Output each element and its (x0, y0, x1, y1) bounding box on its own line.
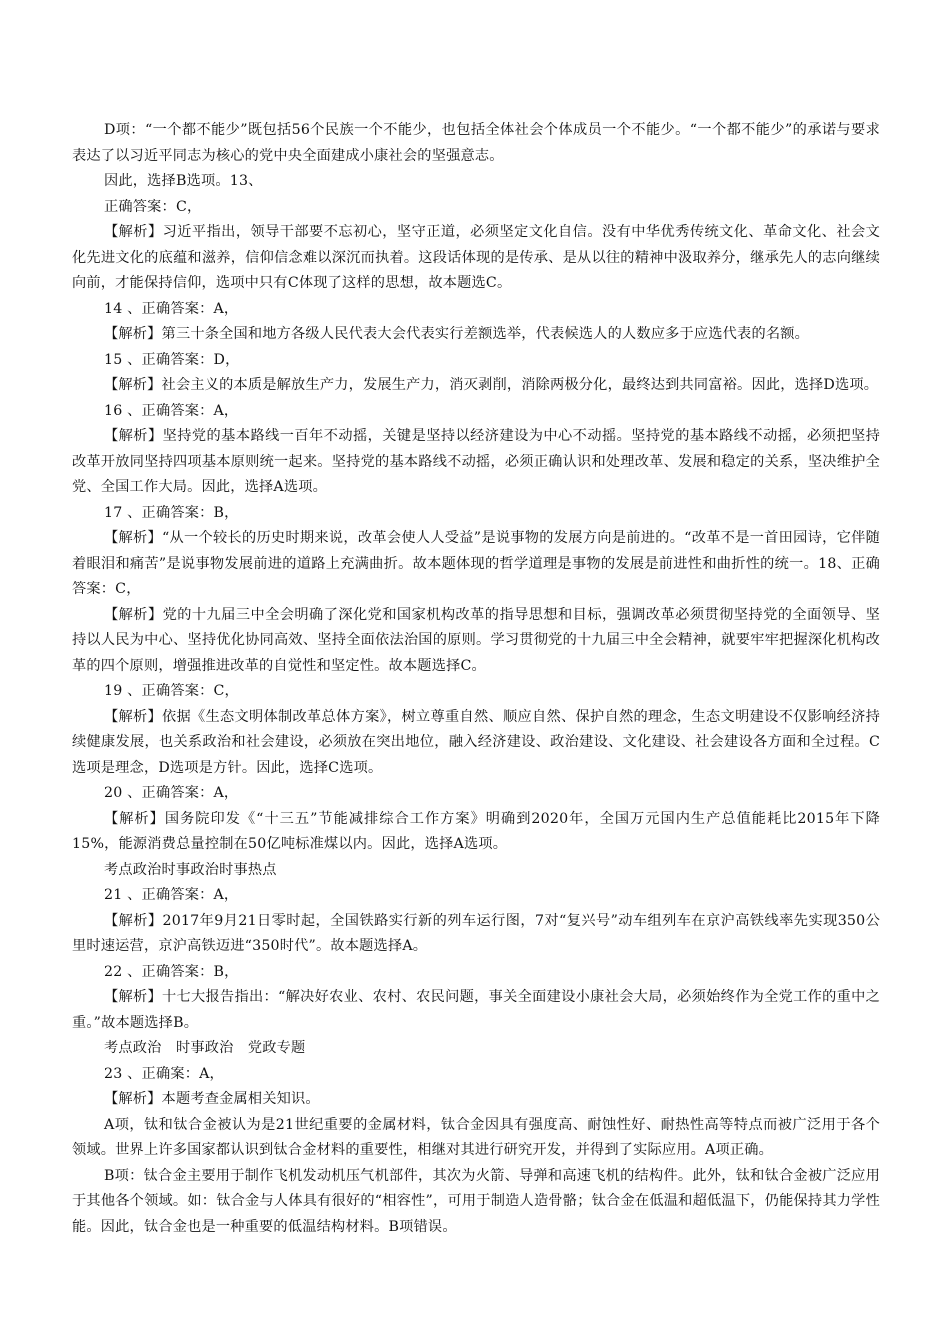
analysis-23-intro: 【解析】本题考查金属相关知识。 (104, 1091, 320, 1107)
answer-21: 21 、正确答案：A， (104, 887, 239, 903)
analysis-17: 【解析】“从一个较长的历史时期来说，改革会使人人受益”是说事物的发展方向是前进的。“改革不是一首田园诗，它伴随着眼泪和痛苦”是说事物发展前进的道路上充满曲折。故本题体现的哲学道理是事物的发展是前进性和曲折性的统一。18、正确答案：C， (72, 530, 880, 597)
answer-20: 20 、正确答案：A， (104, 785, 239, 801)
answer-19: 19 、正确答案：C， (104, 683, 239, 699)
section-heading-party-topics: 考点政治 时事政治 党政专题 (104, 1040, 306, 1056)
answer-15: 15 、正确答案：D， (104, 351, 240, 368)
answer-13: 正确答案：C， (104, 198, 202, 215)
section-heading-current-affairs: 考点政治时事政治时事热点 (104, 861, 277, 878)
analysis-23-option-b: B项：钛合金主要用于制作飞机发动机压气机部件，其次为火箭、导弹和高速飞机的结构件。此外，钛和钛合金被广泛应用于其他各个领域。如：钛合金与人体具有很好的“相容性”，可用于制造人造骨骼；钛合金在低温和超低温下，仍能保持其力学性能。因此，钛合金也是一种重要的低温结构材料。B项错误。 (72, 1167, 880, 1235)
analysis-13: 【解析】习近平指出，领导干部要不忘初心，坚守正道，必须坚定文化自信。没有中华优秀传统文化、革命文化、社会文化先进文化的底蕴和滋养，信仰信念难以深沉而执着。这段话体现的是传承、是从以往的精神中汲取养分，继承先人的志向继续向前，才能保持信仰，选项中只有C体现了这样的思想，故本题选C。 (72, 224, 880, 291)
analysis-18: 【解析】党的十九届三中全会明确了深化党和国家机构改革的指导思想和目标，强调改革必须贯彻坚持党的全面领导、坚持以人民为中心、坚持优化协同高效、坚持全面依法治国的原则。学习贯彻党的十九届三中全会精神，就要牢牢把握深化机构改革的四个原则，增强推进改革的自觉性和坚定性。故本题选择C。 (72, 606, 880, 674)
answer-16: 16 、正确答案：A， (104, 402, 239, 419)
analysis-22: 【解析】十七大报告指出：“解决好农业、农村、农民问题，事关全面建设小康社会大局，必须始终作为全党工作的重中之重。”故本题选择B。 (72, 989, 880, 1031)
analysis-23-option-a: A项，钛和钛合金被认为是21世纪重要的金属材料，钛合金因具有强度高、耐蚀性好、耐热性高等特点而被广泛用于各个领域。世界上许多国家都认识到钛合金材料的重要性，相继对其进行研究开发，并得到了实际应用。A项正确。 (72, 1116, 880, 1158)
answer-14: 14 、正确答案：A， (104, 300, 239, 317)
analysis-14: 【解析】第三十条全国和地方各级人民代表大会代表实行差额选举，代表候选人的人数应多于应选代表的名额。 (104, 326, 809, 342)
document-body (72, 118, 880, 1240)
paragraph-conclusion-13: 因此，选择B选项。13、 (104, 173, 263, 189)
answer-23: 23 、正确案：A， (104, 1065, 224, 1082)
analysis-16: 【解析】坚持党的基本路线一百年不动摇，关键是坚持以经济建设为中心不动摇。坚持党的基本路线不动摇，必须把坚持改革开放同坚持四项基本原则统一起来。坚持党的基本路线不动摇，必须正确认识和处理改革、发展和稳定的关系，坚决维护全党、全国工作大局。因此，选择A选项。 (72, 428, 880, 495)
analysis-20: 【解析】国务院印发《“十三五”节能减排综合工作方案》明确到2020年，全国万元国内生产总值能耗比2015年下降15%，能源消费总量控制在50亿吨标准煤以内。因此，选择A选项。 (72, 810, 880, 852)
analysis-21: 【解析】2017年9月21日零时起，全国铁路实行新的列车运行图，7对“复兴号”动车组列车在京沪高铁线率先实现350公里时速运营，京沪高铁迈进“350时代”。故本题选择A。 (72, 912, 880, 954)
answer-17: 17 、正确答案：B， (104, 504, 239, 521)
analysis-19: 【解析】依据《生态文明体制改革总体方案》，树立尊重自然、顺应自然、保护自然的理念，生态文明建设不仅影响经济持续健康发展，也关系政治和社会建设，必须放在突出地位，融入经济建设、政治建设、文化建设、社会建设各方面和全过程。C选项是理念，D选项是方针。因此，选择C选项。 (72, 708, 880, 776)
analysis-15: 【解析】社会主义的本质是解放生产力，发展生产力，消灭剥削，消除两极分化，最终达到共同富裕。因此，选择D选项。 (104, 377, 879, 393)
answer-22: 22 、正确答案：B， (104, 963, 239, 980)
paragraph-d-option: D项：“一个都不能少”既包括56个民族一个不能少，也包括全体社会个体成员一个不能少。“一个都不能少”的承诺与要求表达了以习近平同志为核心的党中央全面建成小康社会的坚强意志。 (72, 122, 880, 164)
